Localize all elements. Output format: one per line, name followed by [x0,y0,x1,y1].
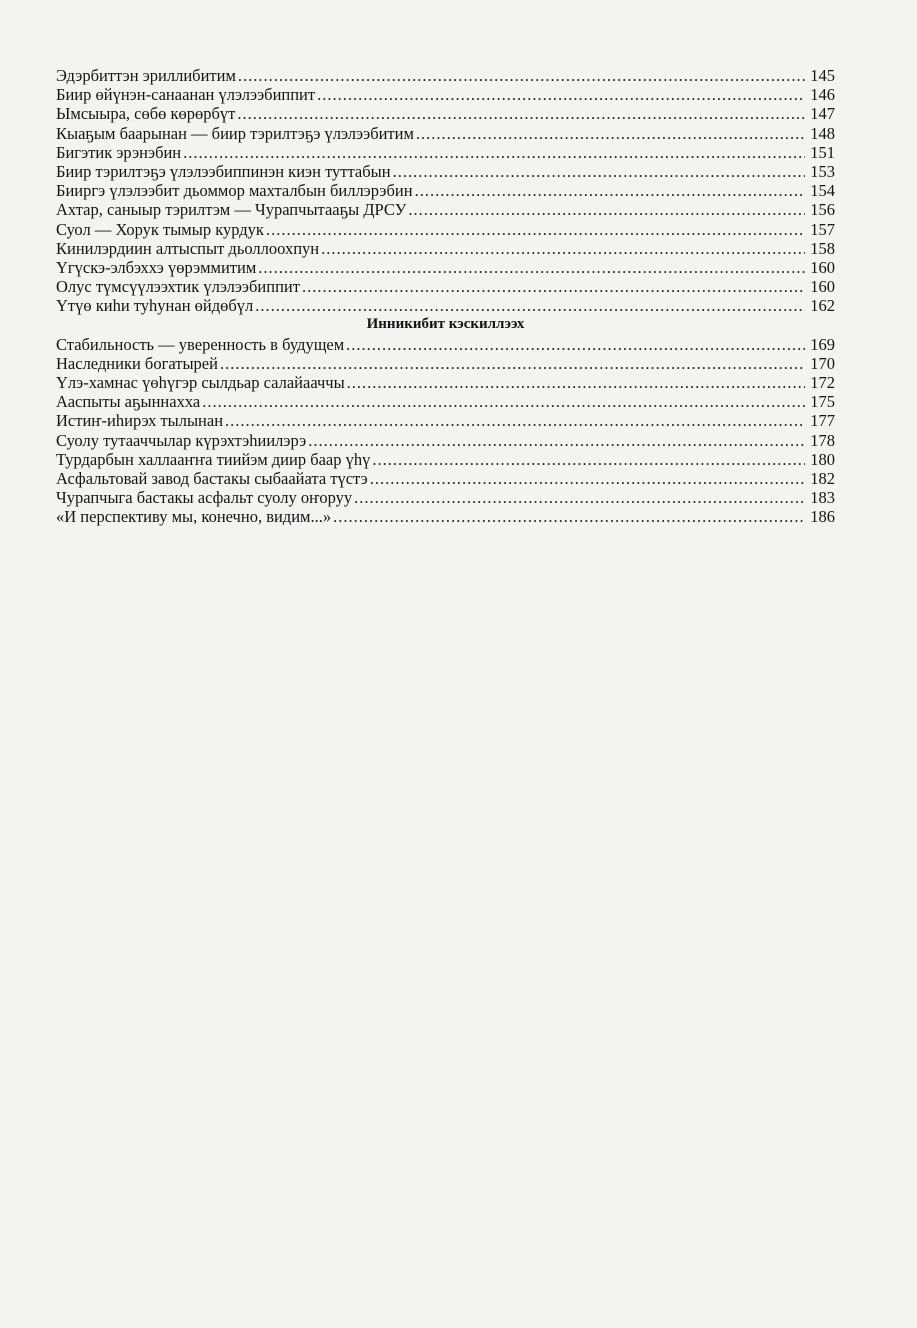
toc-entry-page: 154 [810,181,835,201]
toc-entry [56,277,835,296]
dot-leader [238,66,805,85]
dot-leader [266,220,805,239]
toc-entry [56,469,835,488]
toc-entry-page: 162 [810,296,835,316]
toc-entry-title: Стабильность — уверенность в будущем [56,334,345,354]
toc-entry-page: 157 [810,219,835,239]
toc-entry-page: 146 [810,85,835,105]
toc-entry [56,450,835,469]
toc-entry [56,392,835,411]
toc-entry [56,143,835,162]
toc-entry-title: Чурапчыга бастакы асфальт суолу оҥоруу [56,488,353,508]
toc-entry-title: Суол — Хорук тымыр курдук [56,219,264,239]
toc-entry [56,85,835,104]
toc-entry-title: «И перспективу мы, конечно, видим...» [56,507,332,527]
dot-leader [202,392,805,411]
toc-entry-title: Олус түмсүүлээхтик үлэлээбиппит [56,277,300,297]
toc-entry [56,239,835,258]
toc-entry-page: 169 [810,334,835,354]
toc-entry-page: 145 [810,66,835,85]
toc-entry-page: 147 [810,104,835,124]
toc-entry [56,104,835,123]
toc-entry-page: 160 [810,277,835,297]
toc-entry [56,373,835,392]
toc-part-2 [56,335,835,527]
toc-entry [56,162,835,181]
toc-entry-page: 183 [810,488,835,508]
toc-entry-page: 180 [810,449,835,469]
toc-entry [56,354,835,373]
toc-entry-page: 158 [810,238,835,258]
toc-entry [56,431,835,450]
toc-entry-page: 186 [810,507,835,527]
dot-leader [225,411,805,430]
toc-entry-page: 148 [810,123,835,143]
toc-entry-title: Наследники богатырей [56,353,218,373]
dot-leader [408,200,805,219]
toc-entry-page: 156 [810,200,835,220]
toc-entry-title: Биир тэрилтэҕэ үлэлээбиппинэн киэн туттабын [56,161,391,181]
table-of-contents [56,66,835,527]
toc-entry [56,488,835,507]
toc-entry [56,220,835,239]
toc-part-1 [56,66,835,315]
toc-entry-title: Истиҥ-иһирэх тылынан [56,411,224,431]
toc-entry-title: Турдарбын халлааҥҥа тиийэм диир баар үһү [56,449,371,469]
dot-leader [258,258,805,277]
toc-entry [56,507,835,526]
toc-entry [56,124,835,143]
toc-entry-page: 177 [810,411,835,431]
toc-entry-title: Ымсыыра, сөбө көрөрбүт [56,104,236,124]
section-heading: Инникибит кэскиллээх [366,316,525,333]
dot-leader [308,431,805,450]
dot-leader [393,162,805,181]
dot-leader [220,354,805,373]
toc-entry-page: 151 [810,142,835,162]
dot-leader [346,335,805,354]
toc-entry-title: Ааспыты аҕыннахха [56,392,201,412]
dot-leader [372,450,805,469]
toc-entry [56,335,835,354]
dot-leader [321,239,805,258]
toc-entry [56,200,835,219]
dot-leader [370,469,805,488]
toc-entry [56,411,835,430]
toc-entry-title: Эдэрбиттэн эриллибитим [56,66,236,85]
dot-leader [183,143,805,162]
toc-entry-title: Суолу тутааччылар күрэхтэһиилэрэ [56,430,307,450]
toc-entry-page: 160 [810,257,835,277]
toc-entry-title: Ахтар, саныыр тэрилтэм — Чурапчытааҕы ДРСУ [56,200,407,220]
dot-leader [416,124,805,143]
dot-leader [317,85,805,104]
dot-leader [237,104,805,123]
toc-entry-title: Үтүө киһи туһунан өйдөбүл [56,296,254,316]
toc-entry-title: Бииргэ үлэлээбит дьоммор махталбын биллэрэбин [56,181,413,201]
toc-entry-page: 182 [810,468,835,488]
toc-entry-page: 170 [810,353,835,373]
dot-leader [354,488,805,507]
dot-leader [333,507,805,526]
dot-leader [302,277,805,296]
dot-leader [255,296,805,315]
toc-entry [56,296,835,315]
dot-leader [347,373,805,392]
toc-entry [56,258,835,277]
dot-leader [415,181,805,200]
toc-entry [56,66,835,85]
toc-entry-title: Асфальтовай завод бастакы сыбаайата түстэ [56,468,368,488]
toc-entry-page: 153 [810,161,835,181]
toc-entry [56,181,835,200]
toc-entry-title: Үлэ-хамнас үөһүгэр сылдьар салайааччы [56,373,345,392]
toc-entry-title: Бигэтик эрэнэбин [56,142,182,162]
toc-entry-page: 175 [810,392,835,412]
toc-entry-title: Кыаҕым баарынан — биир тэрилтэҕэ үлэлээбитим [56,123,414,143]
toc-entry-page: 172 [810,373,835,392]
toc-entry-title: Үгүскэ-элбэххэ үөрэммитим [56,257,257,277]
toc-entry-title: Биир өйүнэн-санаанан үлэлээбиппит [56,85,316,105]
toc-entry-title: Кинилэрдиин алтыспыт дьоллоохпун [56,238,320,258]
toc-entry-page: 178 [810,430,835,450]
